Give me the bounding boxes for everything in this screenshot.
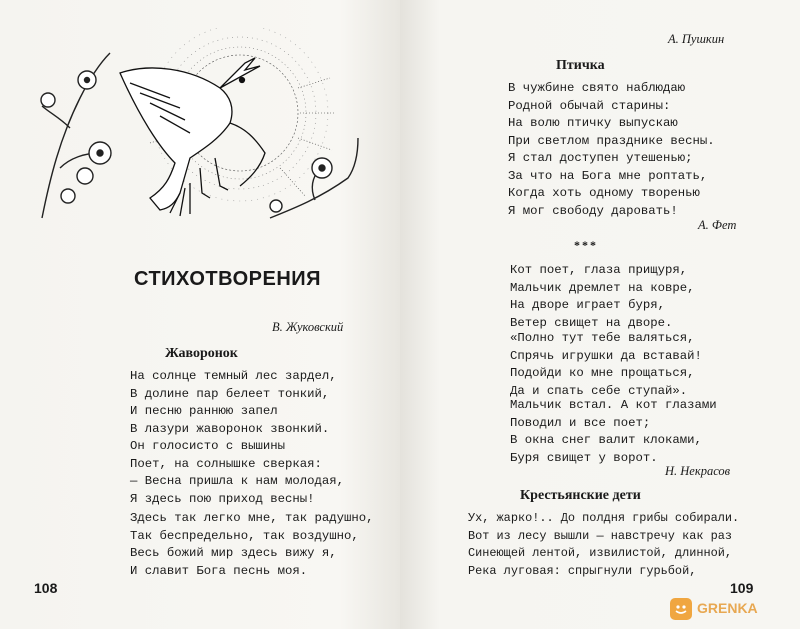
- verse-line: Поводил и все поет;: [510, 415, 651, 430]
- verse-line: — Весна пришла к нам молодая,: [130, 474, 345, 489]
- poem-author: Н. Некрасов: [665, 464, 731, 478]
- verse-line: Здесь так легко мне, так радушно,: [130, 511, 374, 525]
- page-number-left: 108: [34, 580, 58, 596]
- verse-line: Весь божий мир здесь вижу я,: [130, 546, 337, 561]
- left-branch: [41, 53, 111, 218]
- verse-line: «Полно тут тебе валяться,: [510, 331, 695, 345]
- verse-line: Ветер свищет на дворе.: [510, 316, 673, 331]
- verse-line: В окна снег валит клоками,: [510, 433, 702, 448]
- poem-stanza: [130, 438, 344, 509]
- right-branch: [270, 138, 358, 218]
- poem-stanza: [130, 368, 337, 439]
- poem-stanza: [130, 510, 374, 581]
- verse-line: Подойди ко мне прощаться,: [510, 366, 695, 381]
- verse-line: Кот поет, глаза прищуря,: [510, 263, 688, 277]
- verse-line: Когда хоть одному творенью: [508, 186, 700, 201]
- verse-line: Родной обычай старины:: [508, 98, 671, 113]
- verse-line: И славит Бога песнь моя.: [130, 564, 308, 579]
- page-number-right: 109: [730, 580, 754, 596]
- verse-line: На волю птичку выпускаю: [508, 116, 678, 131]
- verse-line: В долине пар белеет тонкий,: [130, 386, 330, 401]
- verse-line: В чужбине свято наблюдаю: [508, 81, 686, 95]
- verse-line: Синеющей лентой, извилистой, длинной,: [468, 546, 733, 561]
- poem-author: В. Жуковский: [272, 320, 344, 334]
- poem-author: А. Фет: [698, 218, 737, 232]
- watermark-text: GRENKA: [697, 600, 758, 616]
- verse-line: Да и спать себе ступай».: [510, 384, 688, 399]
- verse-line: На дворе играет буря,: [510, 298, 665, 313]
- verse-line: В лазури жаворонок звонкий.: [130, 422, 330, 437]
- verse-line: И песню раннюю запел: [130, 404, 278, 419]
- verse-line: Я стал доступен утешенью;: [508, 151, 693, 165]
- verse-line: На солнце темный лес зардел,: [130, 369, 337, 383]
- verse-line: Буря свищет у ворот.: [510, 451, 658, 466]
- poem-stanza: [508, 80, 715, 151]
- poem-title: Жаворонок: [165, 346, 238, 361]
- verse-line: Река луговая: спрыгнули гурьбой,: [468, 564, 697, 579]
- verse-line: При светлом празднике весны.: [508, 134, 715, 149]
- section-title: СТИХОТВОРЕНИЯ: [134, 268, 322, 290]
- verse-line: Так беспредельно, так воздушно,: [130, 528, 359, 543]
- verse-line: Поет, на солнышке сверкая:: [130, 456, 322, 471]
- poem-title: Крестьянские дети: [520, 488, 641, 503]
- poem-author: А. Пушкин: [668, 32, 725, 46]
- bird-illustration: [30, 28, 360, 228]
- poem-title: Птичка: [556, 58, 605, 73]
- verse-line: Спрячь игрушки да вставай!: [510, 348, 702, 363]
- verse-line: Мальчик дремлет на ковре,: [510, 280, 695, 295]
- verse-line: Ух, жарко!.. До полдня грибы собирали.: [468, 511, 740, 525]
- watermark-logo-icon: [670, 598, 692, 620]
- poem-stanza: [510, 330, 702, 401]
- verse-line: Я мог свободу даровать!: [508, 204, 678, 219]
- verse-line: Мальчик встал. А кот глазами: [510, 398, 717, 412]
- verse-line: Я здесь пою приход весны!: [130, 492, 315, 507]
- poem-title-stars: ***: [574, 238, 598, 252]
- verse-line: Вот из лесу вышли — навстречу как раз: [468, 528, 733, 543]
- poem-stanza: [510, 262, 694, 333]
- poem-stanza: [468, 510, 739, 581]
- verse-line: За что на Бога мне роптать,: [508, 168, 708, 183]
- poem-stanza: [510, 397, 717, 468]
- verse-line: Он голосисто с вышины: [130, 439, 285, 453]
- bird: [120, 58, 265, 216]
- poem-stanza: [508, 150, 707, 221]
